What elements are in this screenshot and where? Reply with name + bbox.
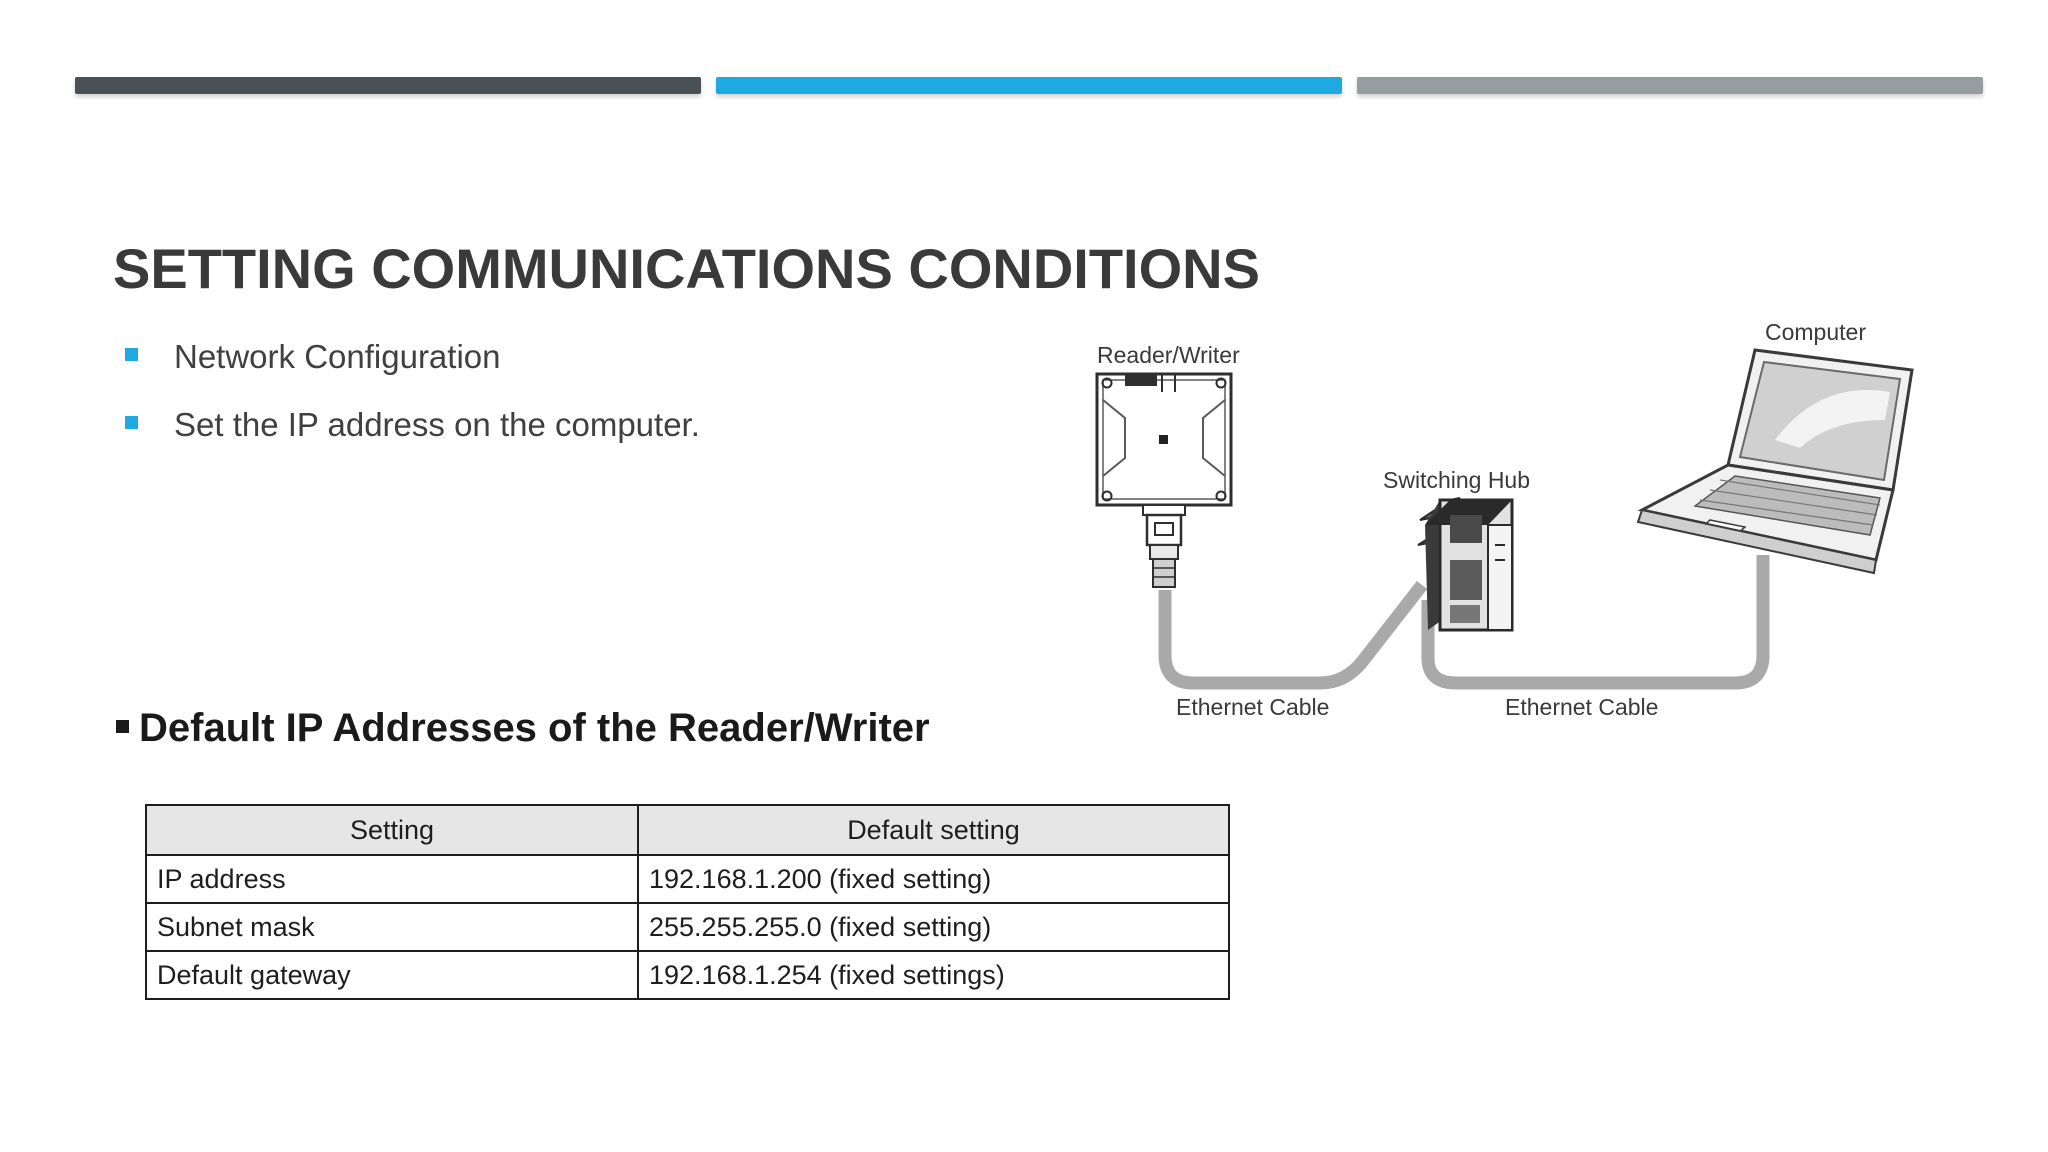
- table-row: [146, 951, 1229, 999]
- ethernet-cable-1: [1165, 585, 1422, 683]
- bullet-text: Set the IP address on the computer.: [174, 406, 700, 443]
- header-bar-blue: [716, 77, 1342, 94]
- laptop-icon: [1638, 350, 1912, 573]
- bullet-text: Network Configuration: [174, 338, 501, 375]
- label-ethernet-cable-2: Ethernet Cable: [1505, 694, 1659, 720]
- section-heading-text: Default IP Addresses of the Reader/Writer: [139, 706, 930, 750]
- label-computer: Computer: [1765, 319, 1866, 345]
- header-bar-gray: [1357, 77, 1983, 94]
- header-bar-dark: [75, 77, 701, 94]
- table-cell: IP address: [146, 855, 638, 903]
- section-heading: [116, 706, 930, 751]
- table-row: [146, 855, 1229, 903]
- table-cell: 192.168.1.254 (fixed settings): [638, 951, 1229, 999]
- label-ethernet-cable-1: Ethernet Cable: [1176, 694, 1330, 720]
- table-header-row: [146, 805, 1229, 855]
- table-cell: 192.168.1.200 (fixed setting): [638, 855, 1229, 903]
- label-reader-writer: Reader/Writer: [1097, 342, 1240, 368]
- default-ip-table: [145, 804, 1230, 1000]
- column-header: Default setting: [638, 805, 1229, 855]
- label-switching-hub: Switching Hub: [1383, 467, 1531, 493]
- table-cell: Subnet mask: [146, 903, 638, 951]
- slide-title: SETTING COMMUNICATIONS CONDITIONS: [113, 237, 1260, 300]
- reader-writer-icon: [1097, 374, 1231, 587]
- table-cell: Default gateway: [146, 951, 638, 999]
- square-bullet-icon: [125, 416, 138, 429]
- square-bullet-icon: [116, 720, 129, 733]
- square-bullet-icon: [125, 348, 138, 361]
- switching-hub-icon: [1418, 498, 1512, 630]
- table-row: [146, 903, 1229, 951]
- ethernet-cable-2: [1428, 555, 1763, 683]
- column-header: Setting: [146, 805, 638, 855]
- table-cell: 255.255.255.0 (fixed setting): [638, 903, 1229, 951]
